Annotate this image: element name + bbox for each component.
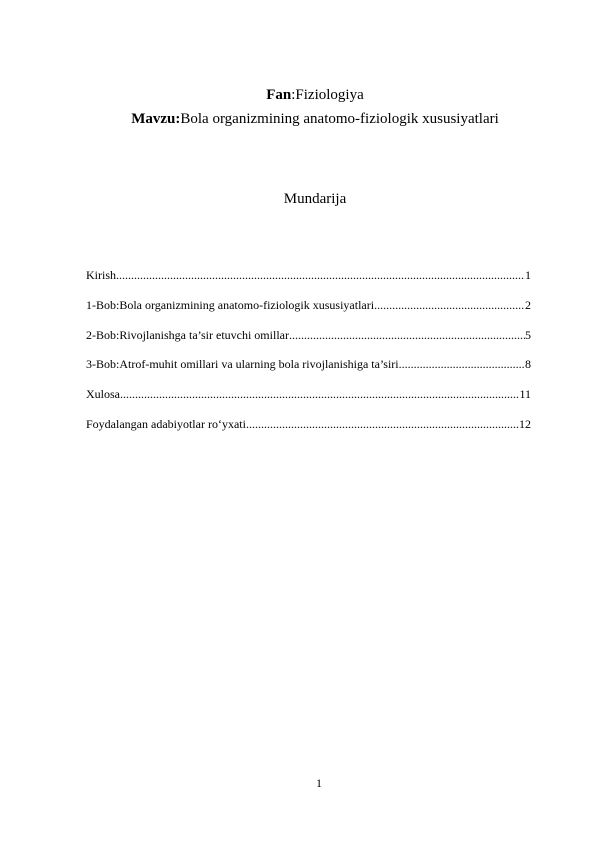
toc-item-page: 5 [525, 327, 531, 342]
subject-line [17, 86, 596, 104]
topic-line [17, 110, 596, 128]
toc-item-kirish [86, 268, 531, 282]
toc-item-title: 3-Bob:Atrof-muhit omillari va ularning bola rivojlanishiga ta’siri [86, 357, 399, 372]
toc-dot-leader [246, 417, 519, 431]
toc-dot-leader [374, 298, 525, 312]
toc-item-title: Xulosa [86, 387, 120, 402]
toc-item-page: 8 [525, 357, 531, 372]
toc-item-chapter-3 [86, 357, 531, 371]
topic-value: Bola organizmining anatomo-fiziologik xususiyatlari [180, 111, 499, 127]
subject-label: Fan [266, 87, 292, 103]
toc-item-references [86, 417, 531, 431]
page-number: 1 [316, 776, 322, 790]
toc-item-title: 1-Bob:Bola organizmining anatomo-fiziologik xususiyatlari [86, 297, 375, 312]
topic-label: Mavzu: [131, 111, 181, 127]
toc-item-xulosa [86, 387, 531, 401]
toc-dot-leader [289, 328, 525, 342]
toc-dot-leader [399, 357, 525, 371]
toc-item-title: Foydalangan adabiyotlar ro‘yxati [86, 416, 246, 431]
table-of-contents-heading: Mundarija [283, 191, 347, 207]
toc-dot-leader [120, 387, 519, 401]
toc-item-page: 11 [519, 387, 531, 402]
toc-item-page: 1 [525, 268, 531, 282]
toc-item-chapter-1 [86, 298, 531, 312]
toc-item-page: 12 [519, 416, 531, 431]
subject-value: :Fiziologiya [291, 87, 364, 103]
table-of-contents [86, 268, 531, 447]
toc-item-page: 2 [525, 297, 531, 312]
toc-item-title: Kirish [86, 268, 116, 282]
toc-item-title: 2-Bob:Rivojlanishga ta’sir etuvchi omillar [86, 327, 289, 342]
toc-dot-leader [116, 268, 525, 282]
toc-item-chapter-2 [86, 328, 531, 342]
